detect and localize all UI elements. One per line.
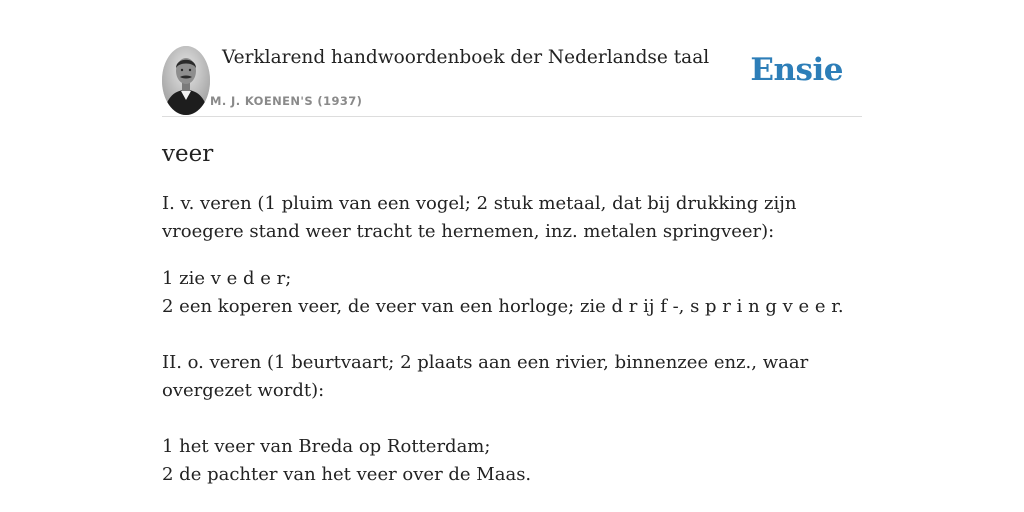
example-2-2: 2 de pachter van het veer over de Maas.: [162, 464, 532, 485]
dictionary-entry: [162, 138, 862, 489]
ensie-logo-link[interactable]: Ensie: [750, 52, 843, 88]
headword: veer: [162, 141, 214, 167]
definition-2: II. o. veren (1 beurtvaart; 2 plaats aan een rivier, binnenzee enz., waar overgezet wordt):: [162, 352, 809, 401]
definition-1: I. v. veren (1 pluim van een vogel; 2 stuk metaal, dat bij drukking zijn vroegere stand weer tracht te hernemen, inz. metalen springveer):: [162, 193, 797, 242]
example-1-2: 2 een koperen veer, de veer van een horloge; zie d r ij f -, s p r i n g v e e r.: [162, 296, 844, 317]
example-1-1: 1 zie v e d e r;: [162, 268, 292, 289]
book-subtitle: M. J. KOENEN'S (1937): [210, 94, 363, 108]
author-portrait-image: [162, 46, 210, 115]
example-2-1: 1 het veer van Breda op Rotterdam;: [162, 436, 491, 457]
author-portrait: [162, 46, 210, 115]
book-title: Verklarend handwoordenboek der Nederlandse taal: [222, 47, 710, 68]
header: [162, 46, 862, 117]
